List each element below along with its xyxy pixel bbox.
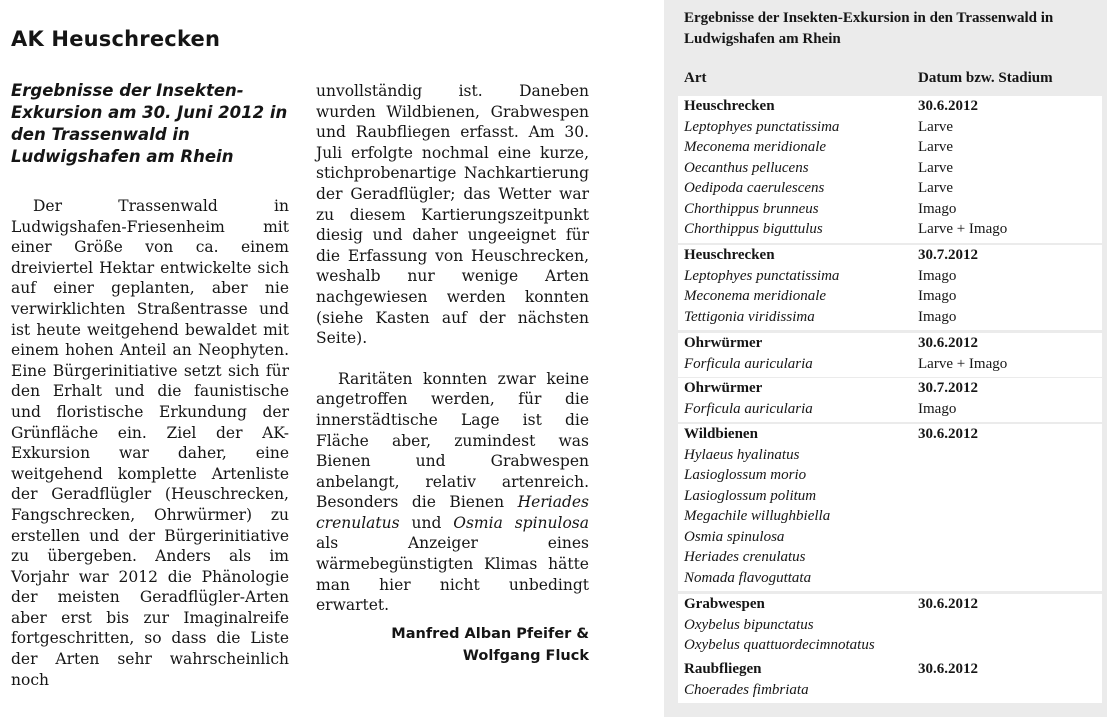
species-row [678, 266, 1102, 287]
article-paragraph-1: Der Trassenwald in Ludwigshafen-Friesenheim mit einer Größe von ca. einem dreiviertel Hektar entwickelte sich auf einer geplanten, aber nie verwirklichten Straßentrasse und ist heute weitgehend bewaldet mit einem hohen Anteil an Neophyten. Eine Bürgerinitiative setzt sich für den Erhalt und die faunistische und floristische Erkundung der Grünfläche ein. Ziel der AK-Exkursion war daher, eine weitgehend komplette Artenliste der Geradflügler (Heuschrecken, Fangschrecken, Ohrwürmer) zu erstellen und der Bürgerinitiative zu übergeben. Anders als im Vorjahr war 2012 die Phänologie der meisten Geradflügler-Arten aber erst bis zur Imaginalreife fortgeschritten, so dass die Liste der Arten sehr wahrscheinlich noch [11, 197, 289, 689]
species-stage: Larve + Imago [918, 221, 1008, 237]
group-date: 30.7.2012 [918, 380, 978, 396]
taxon-group [678, 659, 1102, 703]
species-name: Leptophyes punctatissima [684, 267, 840, 284]
group-header-row [678, 378, 1102, 399]
species-name: Chorthippus biguttulus [684, 221, 823, 237]
species-name-heriades: Heriades crenulatus [316, 493, 589, 532]
species-name: Hylaeus hyalinatus [684, 446, 800, 463]
species-stage: Imago [918, 288, 957, 304]
species-row [678, 568, 1102, 589]
group-name: Heuschrecken [684, 247, 775, 263]
species-row [678, 615, 1102, 636]
species-row [678, 399, 1102, 420]
species-stage: Imago [918, 400, 957, 417]
group-header-row [678, 333, 1102, 354]
taxon-group [678, 594, 1102, 659]
species-row [678, 680, 1102, 701]
species-row [678, 547, 1102, 568]
species-stage: Imago [918, 308, 957, 325]
species-name: Oxybelus bipunctatus [684, 616, 814, 633]
species-stage: Imago [918, 200, 957, 217]
group-date: 30.6.2012 [918, 596, 978, 612]
species-name: Osmia spinulosa [684, 528, 785, 545]
species-name: Forficula auricularia [684, 355, 813, 372]
group-header-row [678, 594, 1102, 615]
species-name: Forficula auricularia [684, 400, 813, 417]
group-header-row [678, 245, 1102, 266]
species-name: Megachile willughbiella [684, 508, 831, 524]
article-column-1 [11, 196, 289, 690]
species-name-osmia: Osmia spinulosa [453, 513, 589, 532]
paragraph-text: Raritäten konnten zwar keine angetroffen werden, für die innerstädtische Lage ist die Fläche aber, zumindest was Bienen und Grabwespen anbelangt, relativ artenreich. Besonders die Bienen [316, 369, 589, 512]
taxon-group [678, 245, 1102, 330]
species-stage: Larve [918, 118, 953, 135]
species-row [678, 506, 1102, 527]
group-date: 30.6.2012 [918, 335, 978, 351]
group-date: 30.6.2012 [918, 98, 978, 114]
author-line-1: Manfred Alban Pfeifer & [391, 626, 589, 642]
results-box-title: Ergebnisse der Insekten-Exkursion in den Trassenwald in Ludwigshafen am Rhein [684, 10, 1054, 47]
species-name: Chorthippus brunneus [684, 200, 819, 217]
species-name: Lasioglossum morio [684, 467, 807, 483]
species-row [678, 354, 1102, 375]
group-date: 30.6.2012 [918, 661, 978, 677]
species-row [678, 527, 1102, 548]
species-name: Oedipoda caerulescens [684, 180, 825, 196]
paragraph-text: als Anzeiger eines wärmebegünstigten Klimas hätte man hier nicht unbedingt erwartet. [316, 534, 589, 615]
species-stage: Larve [918, 159, 953, 176]
species-name: Lasioglossum politum [684, 487, 817, 504]
taxon-group [678, 96, 1102, 243]
column-header-art: Art [684, 70, 707, 86]
species-name: Meconema meridionale [684, 139, 827, 155]
taxon-group [678, 333, 1102, 377]
species-row [678, 486, 1102, 507]
species-stage: Larve [918, 180, 953, 196]
species-name: Leptophyes punctatissima [684, 118, 840, 135]
column-header-datum: Datum bzw. Stadium [918, 70, 1053, 86]
species-row [678, 137, 1102, 158]
species-name: Heriades crenulatus [684, 549, 806, 565]
species-row [678, 445, 1102, 466]
species-row [678, 117, 1102, 138]
article-paragraph-3 [316, 369, 589, 616]
species-name: Meconema meridionale [684, 288, 827, 304]
group-name: Ohrwürmer [684, 335, 763, 351]
group-name: Raubfliegen [684, 661, 762, 677]
group-name: Grabwespen [684, 596, 765, 612]
species-name: Nomada flavoguttata [684, 569, 812, 586]
species-name: Choerades fimbriata [684, 681, 809, 698]
species-stage: Imago [918, 267, 957, 284]
group-name: Ohrwürmer [684, 380, 763, 396]
species-name: Tettigonia viridissima [684, 308, 815, 325]
species-row [678, 219, 1102, 240]
group-date: 30.7.2012 [918, 247, 978, 263]
group-name: Wildbienen [684, 426, 758, 442]
species-row [678, 307, 1102, 328]
species-row [678, 635, 1102, 656]
group-header-row [678, 424, 1102, 445]
species-row [678, 158, 1102, 179]
article-heading: AK Heuschrecken [11, 27, 221, 51]
group-header-row [678, 96, 1102, 117]
taxon-group [678, 378, 1102, 422]
species-row [678, 465, 1102, 486]
species-row [678, 286, 1102, 307]
species-stage: Larve + Imago [918, 355, 1008, 372]
group-date: 30.6.2012 [918, 426, 978, 442]
article-paragraph-2: unvollständig ist. Daneben wurden Wildbienen, Grabwespen und Raubfliegen erfasst. Am 30. Juli erfolgte nochmal eine kurze, stichprobenartige Nachkartierung der Geradflügler; das Wetter war zu diesem Kartierungszeitpunkt diesig und daher ungeeignet für die Erfassung von Heuschrecken, weshalb nur wenige Arten nachgewiesen werden konnten (siehe Kasten auf der nächsten Seite). [316, 82, 589, 348]
taxon-group [678, 424, 1102, 591]
species-name: Oecanthus pellucens [684, 159, 809, 176]
author-line-2: Wolfgang Fluck [462, 648, 589, 664]
article-column-2 [316, 81, 589, 636]
species-row [678, 199, 1102, 220]
species-name: Oxybelus quattuordecimnotatus [684, 637, 875, 653]
species-row [678, 178, 1102, 199]
species-stage: Larve [918, 139, 953, 155]
group-header-row [678, 659, 1102, 680]
group-name: Heuschrecken [684, 98, 775, 114]
article-subtitle: Ergebnisse der Insekten-Exkursion am 30. Juni 2012 in den Trassenwald in Ludwigshafen am Rhein [11, 81, 288, 166]
paragraph-text: und [399, 513, 454, 532]
